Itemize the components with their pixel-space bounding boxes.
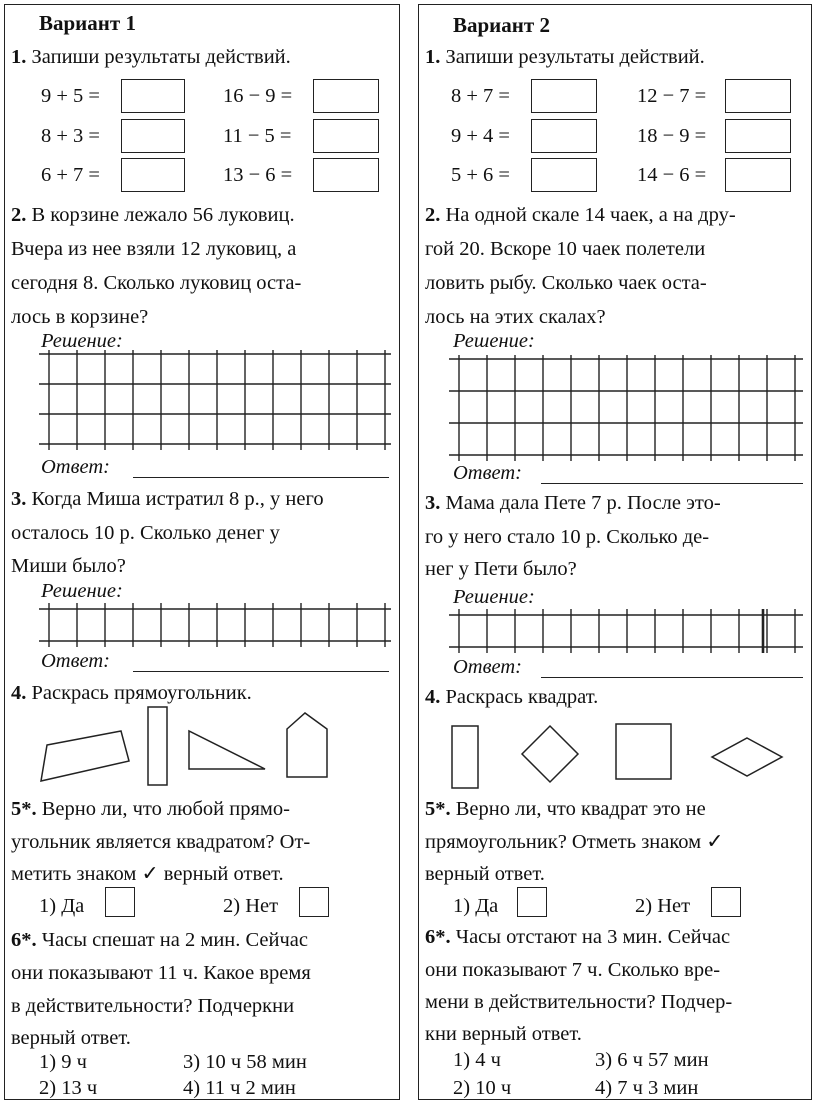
answer-option[interactable]: 3) 10 ч 58 мин: [183, 1051, 307, 1073]
option-yes-checkbox[interactable]: [517, 887, 547, 917]
option-yes-label: 1) Да: [39, 895, 85, 917]
answer-box[interactable]: [121, 79, 185, 113]
answer-option[interactable]: 4) 11 ч 2 мин: [183, 1077, 296, 1099]
task-1-heading: 1. Запиши результаты действий.: [11, 46, 291, 68]
answer-box[interactable]: [725, 79, 791, 113]
solution-grid[interactable]: [449, 609, 803, 655]
answer-label: Ответ:: [453, 656, 522, 678]
task-2-line: 2. В корзине лежало 56 луковиц.: [11, 204, 295, 226]
task-5-line: прямоугольник? Отметь знаком ✓: [425, 831, 724, 853]
solution-label: Решение:: [453, 586, 535, 608]
option-no-checkbox[interactable]: [299, 887, 329, 917]
expression: 18 − 9 =: [637, 125, 707, 147]
task-5-line: 5*. Верно ли, что квадрат это не: [425, 798, 706, 820]
quadrilateral-shape[interactable]: [39, 725, 131, 789]
option-yes-checkbox[interactable]: [105, 887, 135, 917]
expression: 5 + 6 =: [451, 164, 510, 186]
answer-box[interactable]: [313, 158, 379, 192]
task-2-line: ловить рыбу. Сколько чаек оста-: [425, 272, 707, 294]
expression: 8 + 7 =: [451, 85, 510, 107]
task-5-line: метить знаком ✓ верный ответ.: [11, 863, 284, 885]
expression: 8 + 3 =: [41, 125, 100, 147]
answer-box[interactable]: [725, 119, 791, 153]
expression: 6 + 7 =: [41, 164, 100, 186]
task-3-line: го у него стало 10 р. Сколько де-: [425, 526, 710, 548]
task-2-line: гой 20. Вскоре 10 чаек полетели: [425, 238, 706, 260]
answer-box[interactable]: [121, 158, 185, 192]
task-6-line: 6*. Часы спешат на 2 мин. Сейчас: [11, 929, 309, 951]
task-4-heading: 4. Раскрась прямоугольник.: [11, 682, 252, 704]
answer-box[interactable]: [313, 79, 379, 113]
task-6-line: в действительности? Подчеркни: [11, 995, 295, 1017]
task-6-line: мени в действительности? Подчер-: [425, 991, 733, 1013]
pentagon-shape[interactable]: [279, 711, 333, 781]
solution-label: Решение:: [453, 330, 535, 352]
expression: 12 − 7 =: [637, 85, 707, 107]
option-yes-label: 1) Да: [453, 895, 499, 917]
expression: 14 − 6 =: [637, 164, 707, 186]
answer-line[interactable]: [133, 477, 389, 478]
answer-box[interactable]: [725, 158, 791, 192]
solution-grid[interactable]: [39, 350, 391, 450]
task-1-heading: 1. Запиши результаты действий.: [425, 46, 705, 68]
task-3-line: осталось 10 р. Сколько денег у: [11, 522, 280, 544]
expression: 11 − 5 =: [223, 125, 292, 147]
answer-box[interactable]: [531, 158, 597, 192]
task-2-line: лось на этих скалах?: [425, 306, 606, 328]
option-no-label: 2) Нет: [223, 895, 279, 917]
answer-line[interactable]: [541, 483, 803, 484]
answer-option[interactable]: 3) 6 ч 57 мин: [595, 1049, 709, 1071]
task-6-line: кни верный ответ.: [425, 1023, 582, 1045]
expression: 16 − 9 =: [223, 85, 293, 107]
rectangle-shape[interactable]: [145, 705, 171, 789]
square-shape[interactable]: [613, 721, 675, 783]
answer-label: Ответ:: [41, 456, 110, 478]
answer-box[interactable]: [313, 119, 379, 153]
task-6-line: верный ответ.: [11, 1027, 131, 1049]
task-3-line: нег у Пети было?: [425, 558, 577, 580]
solution-label: Решение:: [41, 330, 123, 352]
task-2-line: Вчера из нее взяли 12 луковиц, а: [11, 238, 297, 260]
task-6-line: они показывают 7 ч. Сколько вре-: [425, 959, 721, 981]
answer-box[interactable]: [121, 119, 185, 153]
expression: 9 + 4 =: [451, 125, 510, 147]
variant-2-card: [418, 4, 812, 1100]
task-6-line: они показывают 11 ч. Какое время: [11, 962, 311, 984]
answer-option[interactable]: 4) 7 ч 3 мин: [595, 1077, 699, 1099]
solution-grid[interactable]: [449, 355, 803, 461]
answer-box[interactable]: [531, 119, 597, 153]
rhombus-square-shape[interactable]: [519, 723, 581, 785]
answer-option[interactable]: 2) 13 ч: [39, 1077, 98, 1099]
task-5-line: 5*. Верно ли, что любой прямо-: [11, 798, 290, 820]
solution-grid[interactable]: [39, 603, 391, 649]
answer-box[interactable]: [531, 79, 597, 113]
task-6-line: 6*. Часы отстают на 3 мин. Сейчас: [425, 926, 731, 948]
task-4-heading: 4. Раскрась квадрат.: [425, 686, 599, 708]
rectangle-shape[interactable]: [449, 723, 483, 793]
answer-line[interactable]: [541, 677, 803, 678]
answer-option[interactable]: 1) 9 ч: [39, 1051, 87, 1073]
solution-label: Решение:: [41, 580, 123, 602]
task-5-line: угольник является квадратом? От-: [11, 831, 311, 853]
task-2-line: лось в корзине?: [11, 306, 149, 328]
task-3-line: 3. Когда Миша истратил 8 р., у него: [11, 488, 324, 510]
answer-line[interactable]: [133, 671, 389, 672]
variant-title: Вариант 2: [453, 13, 550, 37]
task-3-line: Миши было?: [11, 555, 126, 577]
expression: 9 + 5 =: [41, 85, 100, 107]
answer-label: Ответ:: [41, 650, 110, 672]
triangle-shape[interactable]: [185, 727, 271, 773]
variant-1-card: [4, 4, 400, 1100]
option-no-label: 2) Нет: [635, 895, 691, 917]
task-2-line: 2. На одной скале 14 чаек, а на дру-: [425, 204, 736, 226]
expression: 13 − 6 =: [223, 164, 293, 186]
answer-option[interactable]: 1) 4 ч: [453, 1049, 501, 1071]
task-5-line: верный ответ.: [425, 863, 545, 885]
answer-option[interactable]: 2) 10 ч: [453, 1077, 512, 1099]
option-no-checkbox[interactable]: [711, 887, 741, 917]
variant-title: Вариант 1: [39, 11, 136, 35]
rhombus-shape[interactable]: [709, 735, 785, 779]
task-3-line: 3. Мама дала Пете 7 р. После это-: [425, 492, 721, 514]
answer-label: Ответ:: [453, 462, 522, 484]
task-2-line: сегодня 8. Сколько луковиц оста-: [11, 272, 302, 294]
